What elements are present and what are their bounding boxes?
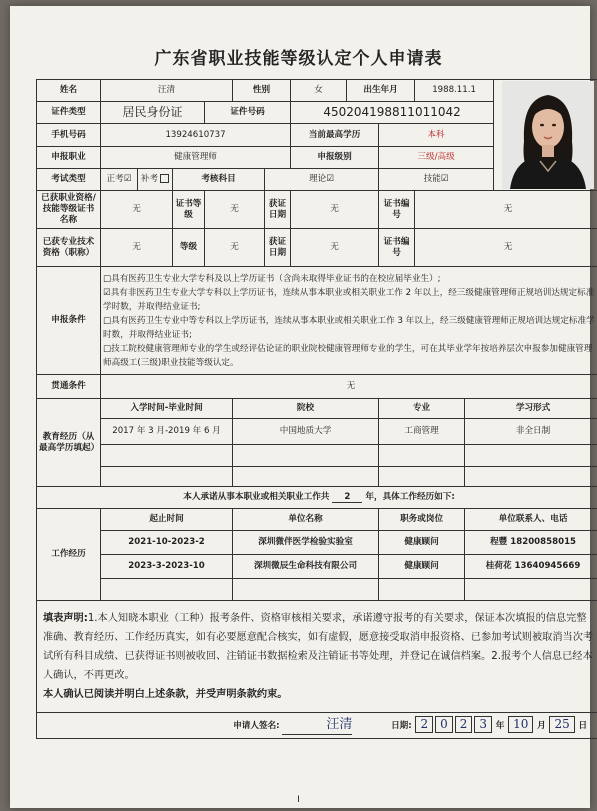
- label-tech-cert-no: 证书编号: [379, 229, 415, 267]
- condition-item: □技工院校健康管理师专业的学生或经评估论证的职业院校健康管理师专业的学生，可在其毕业学年按培养层次申报参加健康管理师高级工(三级)职业技能等级认定。: [103, 343, 593, 368]
- work-commit-suffix: 年，具体工作经历如下:: [365, 491, 455, 502]
- exam-theory: 理论☑: [265, 168, 379, 190]
- exam-makeup-label: 补考: [140, 174, 159, 184]
- table-row: [37, 445, 597, 467]
- label-through: 贯通条件: [37, 375, 101, 399]
- label-occupation: 申报职业: [37, 146, 101, 168]
- work-period: 2021-10-2023-2: [101, 531, 233, 555]
- label-exam-subject: 考核科目: [173, 168, 265, 190]
- declaration-confirm: 本人确认已阅读并明白上述条款，并受声明条款约束。: [43, 689, 288, 700]
- through-value: 无: [101, 375, 597, 399]
- work-header-contact: 单位联系人、电话: [465, 509, 597, 531]
- exam-makeup: [138, 168, 173, 190]
- edu-header-major: 专业: [379, 399, 465, 419]
- value-gender: 女: [291, 80, 347, 102]
- tech-grade-value: 无: [205, 229, 265, 267]
- makeup-checkbox-icon: [160, 174, 169, 183]
- label-work-history: 工作经历: [37, 509, 101, 601]
- label-gender: 性别: [233, 80, 291, 102]
- tech-name-value: 无: [101, 229, 173, 267]
- day-label: 日: [578, 721, 588, 732]
- photo-cell: [494, 80, 597, 191]
- edu-header-period: 入学时间-毕业时间: [101, 399, 233, 419]
- date-digit: 0: [435, 716, 453, 733]
- table-row: [37, 467, 597, 487]
- year-label: 年: [495, 721, 505, 732]
- label-birth: 出生年月: [347, 80, 415, 102]
- issue-date-value: 无: [291, 191, 379, 229]
- date-digit: 2: [455, 716, 473, 733]
- applicant-photo: [502, 81, 594, 189]
- label-grade: 等级: [173, 229, 205, 267]
- tech-cert-no-value: 无: [415, 229, 597, 267]
- table-row: [37, 419, 597, 445]
- date-month: 10: [508, 716, 533, 733]
- condition-item: ☑具有非医药卫生专业大学专科以上学历证书，连续从事本职业或相关职业工作 2 年以上，经三级健康管理师正规培训达规定标准学时数，并取得结业证书;: [103, 287, 595, 312]
- date-digit: 2: [415, 716, 433, 733]
- value-education: 本科: [379, 124, 494, 146]
- signature-row: [37, 713, 597, 739]
- work-years: 2: [332, 492, 362, 504]
- label-cert-level: 证书等级: [173, 191, 205, 229]
- label-level: 申报级别: [291, 146, 379, 168]
- label-conditions: 申报条件: [37, 267, 101, 375]
- label-id-no: 证件号码: [205, 102, 291, 124]
- work-commitment: [37, 487, 597, 509]
- value-phone: 13924610737: [101, 124, 291, 146]
- month-label: 月: [537, 721, 546, 732]
- date-label: 日期:: [391, 721, 412, 732]
- declaration-head: 填表声明:: [43, 613, 88, 624]
- label-cert-no: 证书编号: [379, 191, 415, 229]
- work-company: 深圳微伴医学检验实验室: [233, 531, 379, 555]
- date-digit: 3: [474, 716, 492, 733]
- edu-school: 中国地质大学: [233, 419, 379, 445]
- edu-mode: 非全日制: [465, 419, 597, 445]
- table-row: [37, 531, 597, 555]
- sign-label: 申请人签名:: [233, 721, 280, 732]
- work-header-position: 职务或岗位: [379, 509, 465, 531]
- label-id-type: 证件类型: [37, 102, 101, 124]
- table-row: [37, 579, 597, 601]
- edu-header-school: 院校: [233, 399, 379, 419]
- form-title: 广东省职业技能等级认定个人申请表: [154, 49, 443, 69]
- edu-header-mode: 学习形式: [465, 399, 597, 419]
- work-period: 2023-3-2023-10: [101, 555, 233, 579]
- application-form: [36, 79, 597, 739]
- page-number: I: [297, 795, 300, 805]
- edu-major: 工商管理: [379, 419, 465, 445]
- work-header-period: 起止时间: [101, 509, 233, 531]
- cert-name-value: 无: [101, 191, 173, 229]
- value-occupation: 健康管理师: [101, 146, 291, 168]
- label-tech-issue-date: 获证日期: [265, 229, 291, 267]
- value-level: 三级/高级: [379, 146, 494, 168]
- cert-no-value: 无: [415, 191, 597, 229]
- value-id-type: 居民身份证: [101, 102, 205, 124]
- work-position: 健康顾问: [379, 555, 465, 579]
- label-exam-type: 考试类型: [37, 168, 101, 190]
- label-education: 当前最高学历: [291, 124, 379, 146]
- date-day: 25: [549, 716, 574, 733]
- cert-level-value: 无: [205, 191, 265, 229]
- conditions-list: [101, 267, 597, 375]
- value-id-no: 450204198811011042: [291, 102, 494, 124]
- label-issue-date: 获证日期: [265, 191, 291, 229]
- declaration-p2: 2.报考个人信息已经本人确认，不再更改。: [43, 651, 593, 681]
- label-name: 姓名: [37, 80, 101, 102]
- declaration-p1: 1.本人知晓本职业（工种）报考条件、资格审核相关要求，承诺遵守报考的有关要求，保证本次填报的信息完整准确、教育经历、工作经历真实，如有必要愿意配合核实，如有虚假，愿意接受取消申报资格、已参加考试则被取消当次考试所有科目成绩、已获得证书则被收回、注销证书数据检索及注销证书等处理，并登记在诚信档案。: [43, 613, 594, 662]
- condition-item: □具有医药卫生专业大学专科及以上学历证书（含尚未取得毕业证书的在校应届毕业生）;: [103, 273, 441, 284]
- tech-issue-date-value: 无: [291, 229, 379, 267]
- label-phone: 手机号码: [37, 124, 101, 146]
- value-name: 汪清: [101, 80, 233, 102]
- work-contact: 桂荷花 13640945669: [465, 555, 597, 579]
- table-row: [37, 555, 597, 579]
- work-contact: 程豐 18200858015: [465, 531, 597, 555]
- exam-skill: 技能☑: [379, 168, 494, 190]
- declaration: [37, 601, 597, 713]
- label-tech-qual: 已获专业技术资格（职称）: [37, 229, 101, 267]
- work-header-company: 单位名称: [233, 509, 379, 531]
- label-cert-obtained: 已获职业资格/技能等级证书名称: [37, 191, 101, 229]
- work-position: 健康顾问: [379, 531, 465, 555]
- edu-period: 2017 年 3 月-2019 年 6 月: [101, 419, 233, 445]
- label-edu-history: 教育经历（从最高学历填起）: [37, 399, 101, 487]
- work-commit-prefix: 本人承诺从事本职业或相关职业工作共: [183, 491, 330, 502]
- sign-name: 汪清: [282, 717, 352, 734]
- work-company: 深圳微辰生命科技有限公司: [233, 555, 379, 579]
- exam-regular: 正考☑: [101, 168, 138, 190]
- condition-item: □具有医药卫生专业中等专科以上学历证书，连续从事本职业或相关职业工作 3 年以上，经三级健康管理师正规培训达规定标准学时数，并取得结业证书;: [103, 315, 595, 340]
- value-birth: 1988.11.1: [415, 80, 494, 102]
